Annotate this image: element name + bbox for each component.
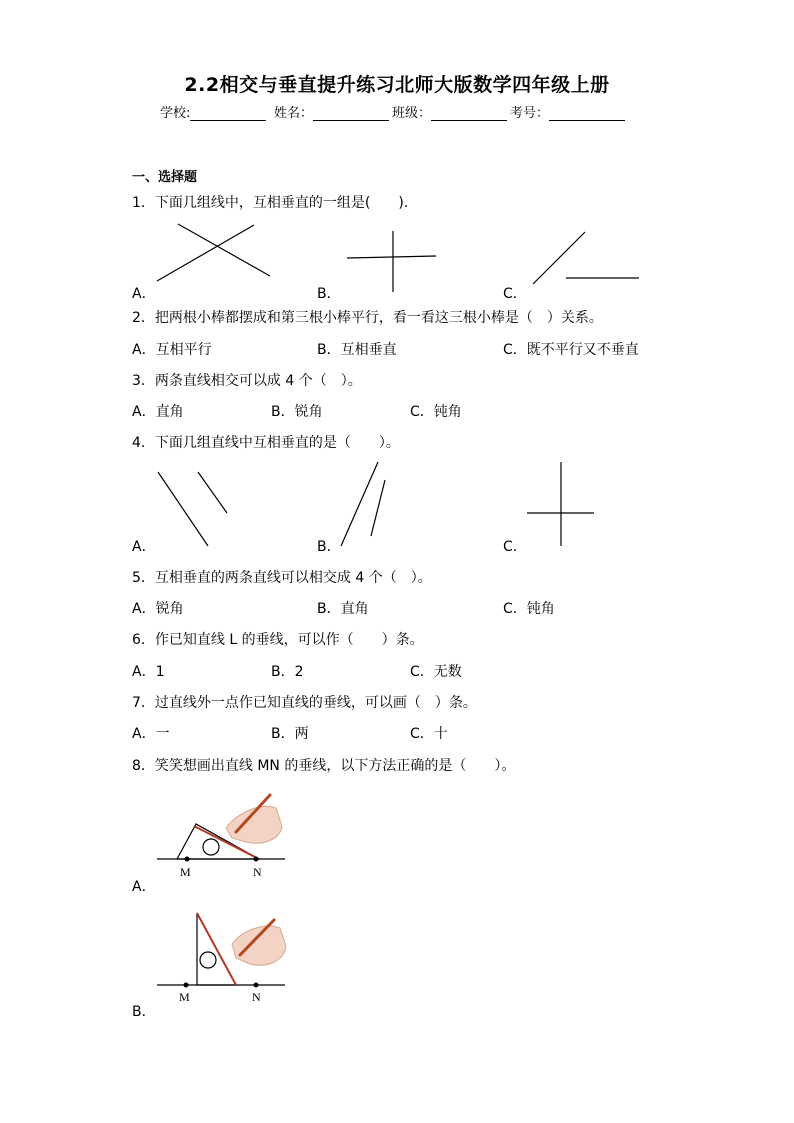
q6-option-a[interactable]: A．1 — [132, 664, 165, 680]
q7-option-b[interactable]: B．两 — [271, 726, 309, 742]
q2-option-b[interactable]: B．互相垂直 — [317, 342, 397, 358]
q8a-label-m: M — [180, 865, 191, 879]
q8-option-a[interactable]: A． — [132, 879, 156, 895]
q8b-label-n: N — [252, 990, 261, 1004]
q1-option-c[interactable]: C． — [503, 286, 527, 302]
class-label: 班级： — [392, 106, 432, 121]
q8-option-b[interactable]: B． — [132, 1004, 156, 1020]
q4-option-a[interactable]: A． — [132, 539, 156, 555]
q8-figure-a — [157, 795, 285, 862]
q1-figure-b — [347, 231, 436, 292]
q4-figure-b — [341, 462, 385, 546]
q6-option-c[interactable]: C．无数 — [410, 664, 462, 680]
q8b-label-m: M — [179, 990, 190, 1004]
q1-figure-a — [157, 224, 270, 281]
question-5: 5．互相垂直的两条直线可以相交成 4 个（ ）。 — [132, 570, 432, 586]
q3-option-c[interactable]: C．钝角 — [410, 404, 462, 420]
q3-option-a[interactable]: A．直角 — [132, 404, 184, 420]
number-label: 考号： — [510, 106, 550, 121]
school-label: 学校: — [160, 106, 191, 121]
q5-option-b[interactable]: B．直角 — [317, 601, 369, 617]
q7-option-c[interactable]: C．十 — [410, 726, 448, 742]
q2-option-a[interactable]: A．互相平行 — [132, 342, 212, 358]
question-7: 7．过直线外一点作已知直线的垂线，可以画（ ）条。 — [132, 695, 477, 711]
q4-option-b[interactable]: B． — [317, 539, 341, 555]
q8-figure-b — [157, 913, 286, 988]
question-6: 6．作已知直线 L 的垂线，可以作（ ）条。 — [132, 632, 424, 648]
question-1: 1．下面几组线中，互相垂直的一组是( ). — [132, 195, 409, 211]
name-label: 姓名： — [274, 106, 314, 121]
question-2: 2．把两根小棒都摆成和第三根小棒平行，看一看这三根小棒是（ ）关系。 — [132, 310, 603, 326]
q4-figure-a — [158, 472, 227, 546]
q7-option-a[interactable]: A．一 — [132, 726, 170, 742]
q1-option-a[interactable]: A． — [132, 286, 156, 302]
question-4: 4．下面几组直线中互相垂直的是（ ）。 — [132, 435, 400, 451]
question-3: 3．两条直线相交可以成 4 个（ ）。 — [132, 373, 362, 389]
page-title: 2.2相交与垂直提升练习北师大版数学四年级上册 — [184, 74, 610, 96]
q2-option-c[interactable]: C．既不平行又不垂直 — [503, 342, 639, 358]
question-8: 8．笑笑想画出直线 MN 的垂线，以下方法正确的是（ ）。 — [132, 758, 516, 774]
q1-option-b[interactable]: B． — [317, 286, 341, 302]
q8a-label-n: N — [253, 865, 262, 879]
q1-figure-c — [533, 232, 639, 284]
q4-option-c[interactable]: C． — [503, 539, 527, 555]
q6-option-b[interactable]: B．2 — [271, 664, 304, 680]
q5-option-a[interactable]: A．锐角 — [132, 601, 184, 617]
q3-option-b[interactable]: B．锐角 — [271, 404, 323, 420]
q4-figure-c — [527, 462, 594, 546]
q5-option-c[interactable]: C．钝角 — [503, 601, 555, 617]
section-title: 一、选择题 — [132, 170, 198, 185]
